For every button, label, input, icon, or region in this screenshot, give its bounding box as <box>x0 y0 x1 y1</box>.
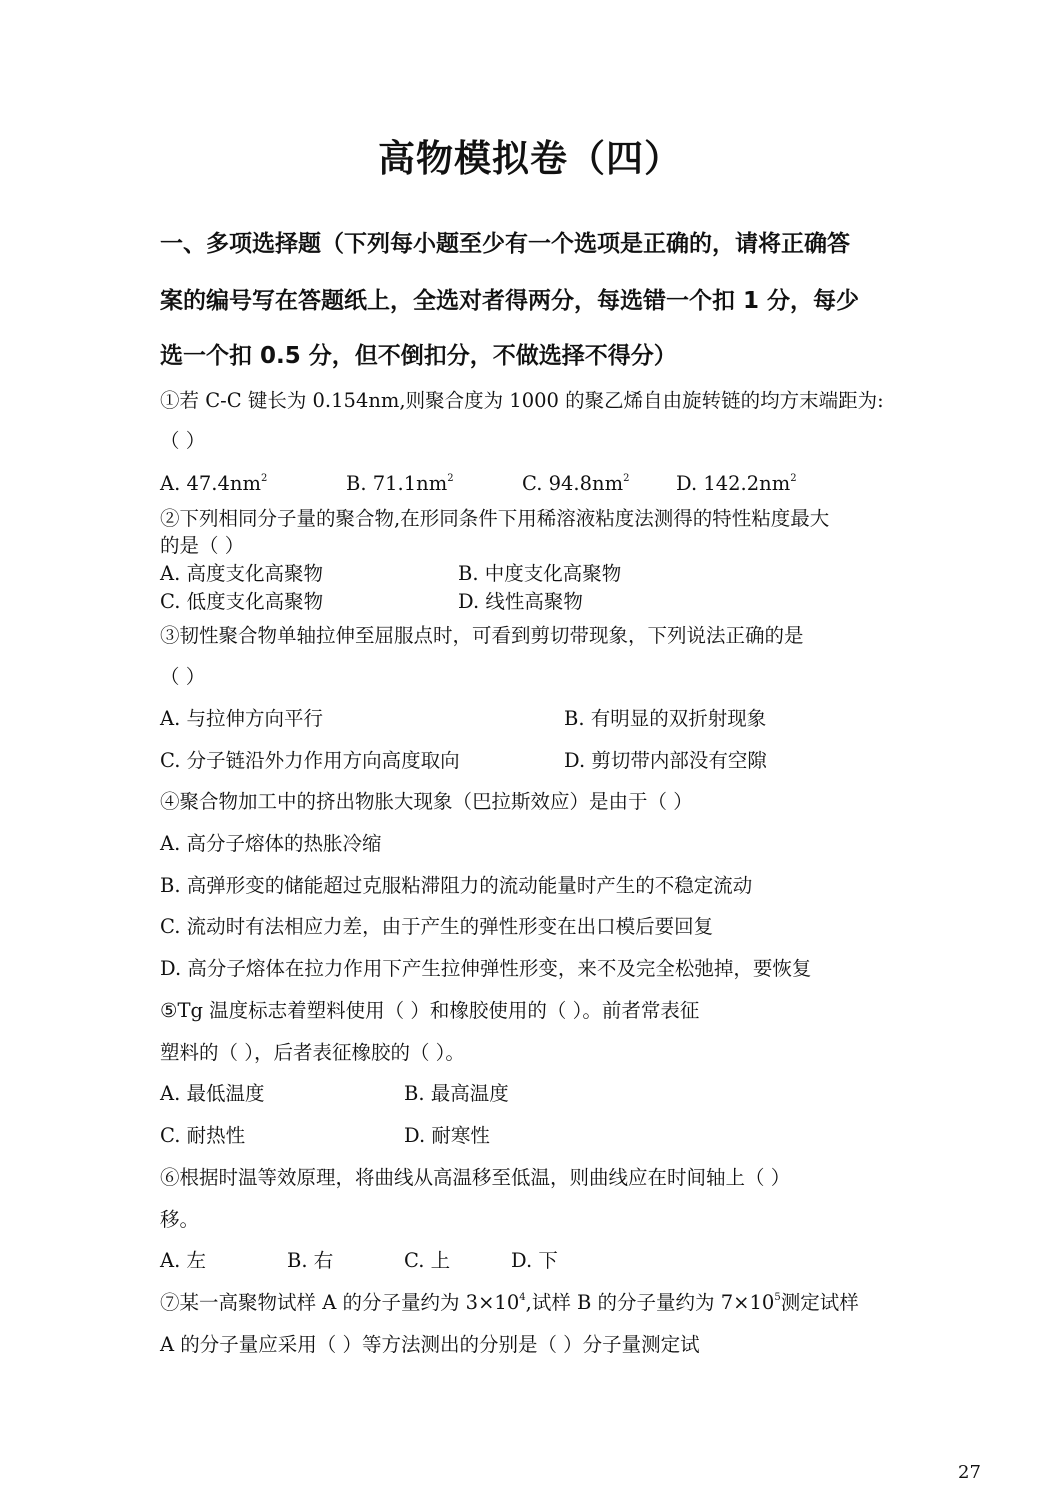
q2-stem-line-1: ②下列相同分子量的聚合物,在形同条件下用稀溶液粘度法测得的特性粘度最大 <box>160 507 830 530</box>
q6-option-a: A. 左 <box>160 1249 206 1272</box>
q1-stem: ①若 C-C 键长为 0.154nm,则聚合度为 1000 的聚乙烯自由旋转链的均方末端距为: <box>160 389 884 412</box>
q2-option-c: C. 低度支化高聚物 <box>160 590 324 613</box>
q6-option-d: D. 下 <box>511 1249 558 1272</box>
section-heading-line-2: 案的编号写在答题纸上，全选对者得两分，每选错一个扣 1 分，每少 <box>160 288 860 314</box>
q6-option-c: C. 上 <box>404 1249 451 1272</box>
q4-option-a: A. 高分子熔体的热胀冷缩 <box>160 832 382 855</box>
page-title: 高物模拟卷（四） <box>378 137 682 180</box>
q5-stem-line-1: ⑤Tg 温度标志着塑料使用（ ）和橡胶使用的（ ）。前者常表征 <box>160 999 700 1022</box>
section-heading-line-3: 选一个扣 0.5 分，但不倒扣分，不做选择不得分） <box>160 343 677 369</box>
q2-option-b: B. 中度支化高聚物 <box>458 562 622 585</box>
q4-option-b: B. 高弹形变的储能超过克服粘滞阻力的流动能量时产生的不稳定流动 <box>160 874 753 897</box>
q3-option-b: B. 有明显的双折射现象 <box>564 707 767 730</box>
q1-option-d: D. $142.2nm^2$ <box>676 472 797 495</box>
q7-stem-line-2: A 的分子量应采用（ ）等方法测出的分别是（ ）分子量测定试 <box>160 1333 700 1356</box>
q3-option-c: C. 分子链沿外力作用方向高度取向 <box>160 749 460 772</box>
q5-option-a: A. 最低温度 <box>160 1082 265 1105</box>
q6-stem-line-2: 移。 <box>160 1208 200 1231</box>
q1-option-c: C. $94.8nm^2$ <box>522 472 630 495</box>
page-number: 27 <box>958 1462 981 1483</box>
q1-blank: （ ） <box>160 429 206 452</box>
q3-option-a: A. 与拉伸方向平行 <box>160 707 323 730</box>
q1-option-a: A. $47.4nm^2$ <box>160 472 268 495</box>
q4-option-d: D. 高分子熔体在拉力作用下产生拉伸弹性形变，来不及完全松弛掉，要恢复 <box>160 957 812 980</box>
q2-stem-line-2: 的是（ ） <box>160 534 245 557</box>
q2-option-a: A. 高度支化高聚物 <box>160 562 323 585</box>
q1-option-b: B. $71.1nm^2$ <box>346 472 454 495</box>
q5-option-b: B. 最高温度 <box>404 1082 509 1105</box>
q3-option-d: D. 剪切带内部没有空隙 <box>564 749 767 772</box>
q4-option-c: C. 流动时有法相应力差，由于产生的弹性形变在出口模后要回复 <box>160 915 714 938</box>
q5-stem-line-2: 塑料的（ ），后者表征橡胶的（ ）。 <box>160 1041 465 1064</box>
q6-option-b: B. 右 <box>287 1249 334 1272</box>
q7-stem-line-1: ⑦某一高聚物试样 A 的分子量约为 $3\times 10^4$,试样 B 的分子量约为 $7\times 10^5$测定试样 <box>160 1291 859 1314</box>
q2-option-d: D. 线性高聚物 <box>458 590 583 613</box>
q3-blank: （ ） <box>160 665 206 688</box>
section-heading-line-1: 一、多项选择题（下列每小题至少有一个选项是正确的，请将正确答 <box>160 231 850 257</box>
q4-stem: ④聚合物加工中的挤出物胀大现象（巴拉斯效应）是由于（ ） <box>160 790 693 813</box>
q5-option-d: D. 耐寒性 <box>404 1124 490 1147</box>
q5-option-c: C. 耐热性 <box>160 1124 246 1147</box>
q6-stem-line-1: ⑥根据时温等效原理，将曲线从高温移至低温，则曲线应在时间轴上（ ） <box>160 1166 791 1189</box>
q3-stem: ③韧性聚合物单轴拉伸至屈服点时，可看到剪切带现象，下列说法正确的是 <box>160 624 804 647</box>
